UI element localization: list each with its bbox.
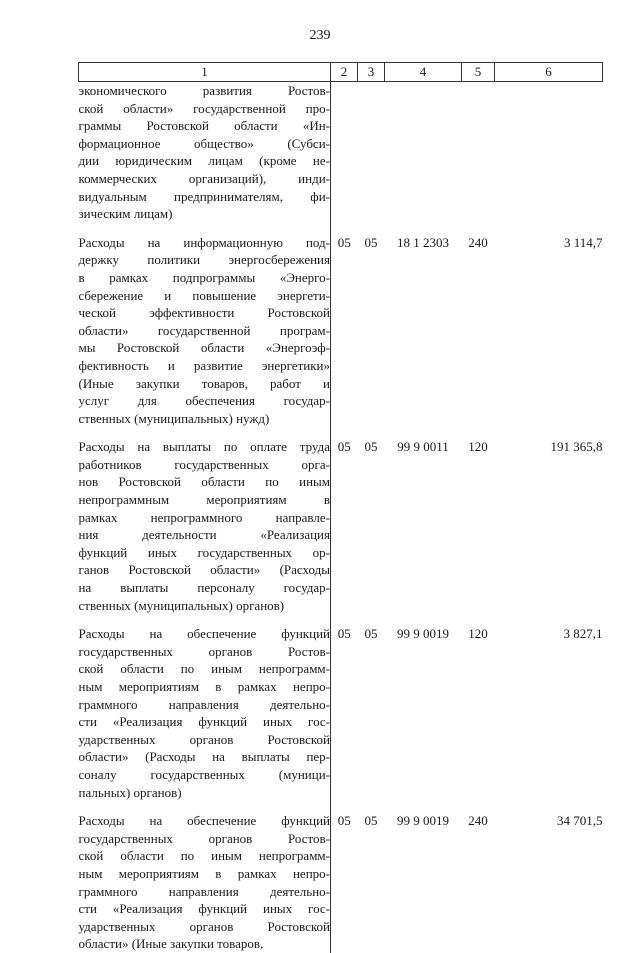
table-row <box>79 614 603 801</box>
row-description <box>79 614 331 801</box>
description-line: ным мероприятиям в рамках непро- <box>78 679 330 694</box>
expense-type-code <box>462 82 495 223</box>
description-line: нов Ростовской области по иным <box>78 474 330 490</box>
subsection-code: 05 <box>364 626 378 642</box>
description-line: области» (Расходы на выплаты пер- <box>78 749 330 765</box>
description-line: функций иных государственных ор- <box>78 544 330 560</box>
subsection-code <box>358 82 385 223</box>
description-line: фективность и развитие энергетики» <box>78 357 330 373</box>
description-line: ственных (муниципальных) органов) <box>78 597 285 613</box>
description-line: Расходы на обеспечение функций <box>78 626 330 642</box>
column-header-2: 2 <box>331 63 358 82</box>
description-line: видуальным предпринимателям, фи- <box>78 188 330 204</box>
description-line: ния деятельности «Реализация <box>78 527 330 543</box>
target-article-code: 99 9 0019 <box>397 813 449 829</box>
expense-type-code: 240 <box>468 813 488 829</box>
description-line: держку политики энергосбережения <box>78 252 330 268</box>
description-line: ным мероприятиям в рамках непро- <box>78 865 330 881</box>
description-line: ударственных органов Ростовской <box>78 918 330 934</box>
description-line: пальных) органов) <box>78 784 182 800</box>
description-line: ческой эффективности Ростовской <box>78 305 330 321</box>
amount-value <box>495 82 603 223</box>
row-description <box>79 82 331 223</box>
description-line: Расходы на информационную под- <box>78 234 330 250</box>
subsection-code: 05 <box>364 234 378 250</box>
column-header-3: 3 <box>358 63 385 82</box>
description-line: в рамках подпрограммы «Энерго- <box>78 269 330 285</box>
section-code: 05 <box>337 626 351 642</box>
description-line: ской области» государственной про- <box>78 100 330 116</box>
description-line: (Иные закупки товаров, работ и <box>78 375 330 391</box>
column-header-4: 4 <box>385 63 462 82</box>
column-header-1: 1 <box>79 63 331 82</box>
expense-type-code: 120 <box>468 626 488 642</box>
table-row <box>79 801 603 953</box>
description-line: сти «Реализация функций иных гос- <box>78 901 330 917</box>
target-article-code: 99 9 0019 <box>397 626 449 642</box>
table-row <box>79 223 603 428</box>
description-line: работников государственных орга- <box>78 456 330 472</box>
expense-type-code: 240 <box>468 234 488 250</box>
page-number: 239 <box>309 28 331 43</box>
description-line: зическим лицам) <box>78 206 173 222</box>
description-line: граммного направления деятельно- <box>78 696 330 712</box>
row-description <box>79 801 331 953</box>
description-line: ственных (муниципальных) нужд) <box>78 410 270 426</box>
section-code: 05 <box>337 813 351 829</box>
table-row <box>79 82 603 223</box>
subsection-code: 05 <box>364 813 378 829</box>
budget-table <box>78 62 603 953</box>
target-article-code <box>385 82 462 223</box>
column-header-6: 6 <box>495 63 603 82</box>
expense-type-code: 120 <box>468 439 488 455</box>
description-line: соналу государственных (муници- <box>78 766 330 782</box>
description-line: сти «Реализация функций иных гос- <box>78 714 330 730</box>
target-article-code: 99 9 0011 <box>397 439 449 455</box>
section-code: 05 <box>337 439 351 455</box>
description-line: дии юридическим лицам (кроме не- <box>78 153 330 169</box>
section-code: 05 <box>337 234 351 250</box>
description-line: на выплаты персоналу государ- <box>78 580 330 596</box>
description-line: ударственных органов Ростовской <box>78 731 330 747</box>
subsection-code: 05 <box>364 439 378 455</box>
description-line: области» государственной програм- <box>78 322 330 338</box>
row-description <box>79 427 331 614</box>
amount-value: 3 827,1 <box>563 626 603 642</box>
description-line: непрограммным мероприятиям в <box>78 492 330 508</box>
description-line: ской области по иным непрограмм- <box>78 848 330 864</box>
amount-value: 34 701,5 <box>557 813 603 829</box>
description-line: рамках непрограммного направле- <box>78 509 330 525</box>
table-row <box>79 427 603 614</box>
description-line: ганов Ростовской области» (Расходы <box>78 562 330 578</box>
description-line: области» (Иные закупки товаров, <box>78 936 264 952</box>
description-line: мы Ростовской области «Энергоэф- <box>78 340 330 356</box>
amount-value: 191 365,8 <box>550 439 603 455</box>
description-line: сбережение и повышение энергети- <box>78 287 330 303</box>
section-code <box>331 82 358 223</box>
description-line: граммного направления деятельно- <box>78 883 330 899</box>
amount-value: 3 114,7 <box>563 234 603 250</box>
description-line: формационное общество» (Субси- <box>78 135 330 151</box>
description-line: государственных органов Ростов- <box>78 643 330 659</box>
description-line: государственных органов Ростов- <box>78 830 330 846</box>
target-article-code: 18 1 2303 <box>397 234 449 250</box>
row-description <box>79 223 331 428</box>
column-header-5: 5 <box>462 63 495 82</box>
description-line: Расходы на выплаты по оплате труда <box>78 439 330 455</box>
description-line: коммерческих организаций), инди- <box>78 170 330 186</box>
description-line: услуг для обеспечения государ- <box>78 393 330 409</box>
description-line: ской области по иным непрограмм- <box>78 661 330 677</box>
header-row <box>79 63 603 82</box>
description-line: Расходы на обеспечение функций <box>78 813 330 829</box>
description-line: экономического развития Ростов- <box>78 83 330 98</box>
description-line: граммы Ростовской области «Ин- <box>78 118 330 134</box>
